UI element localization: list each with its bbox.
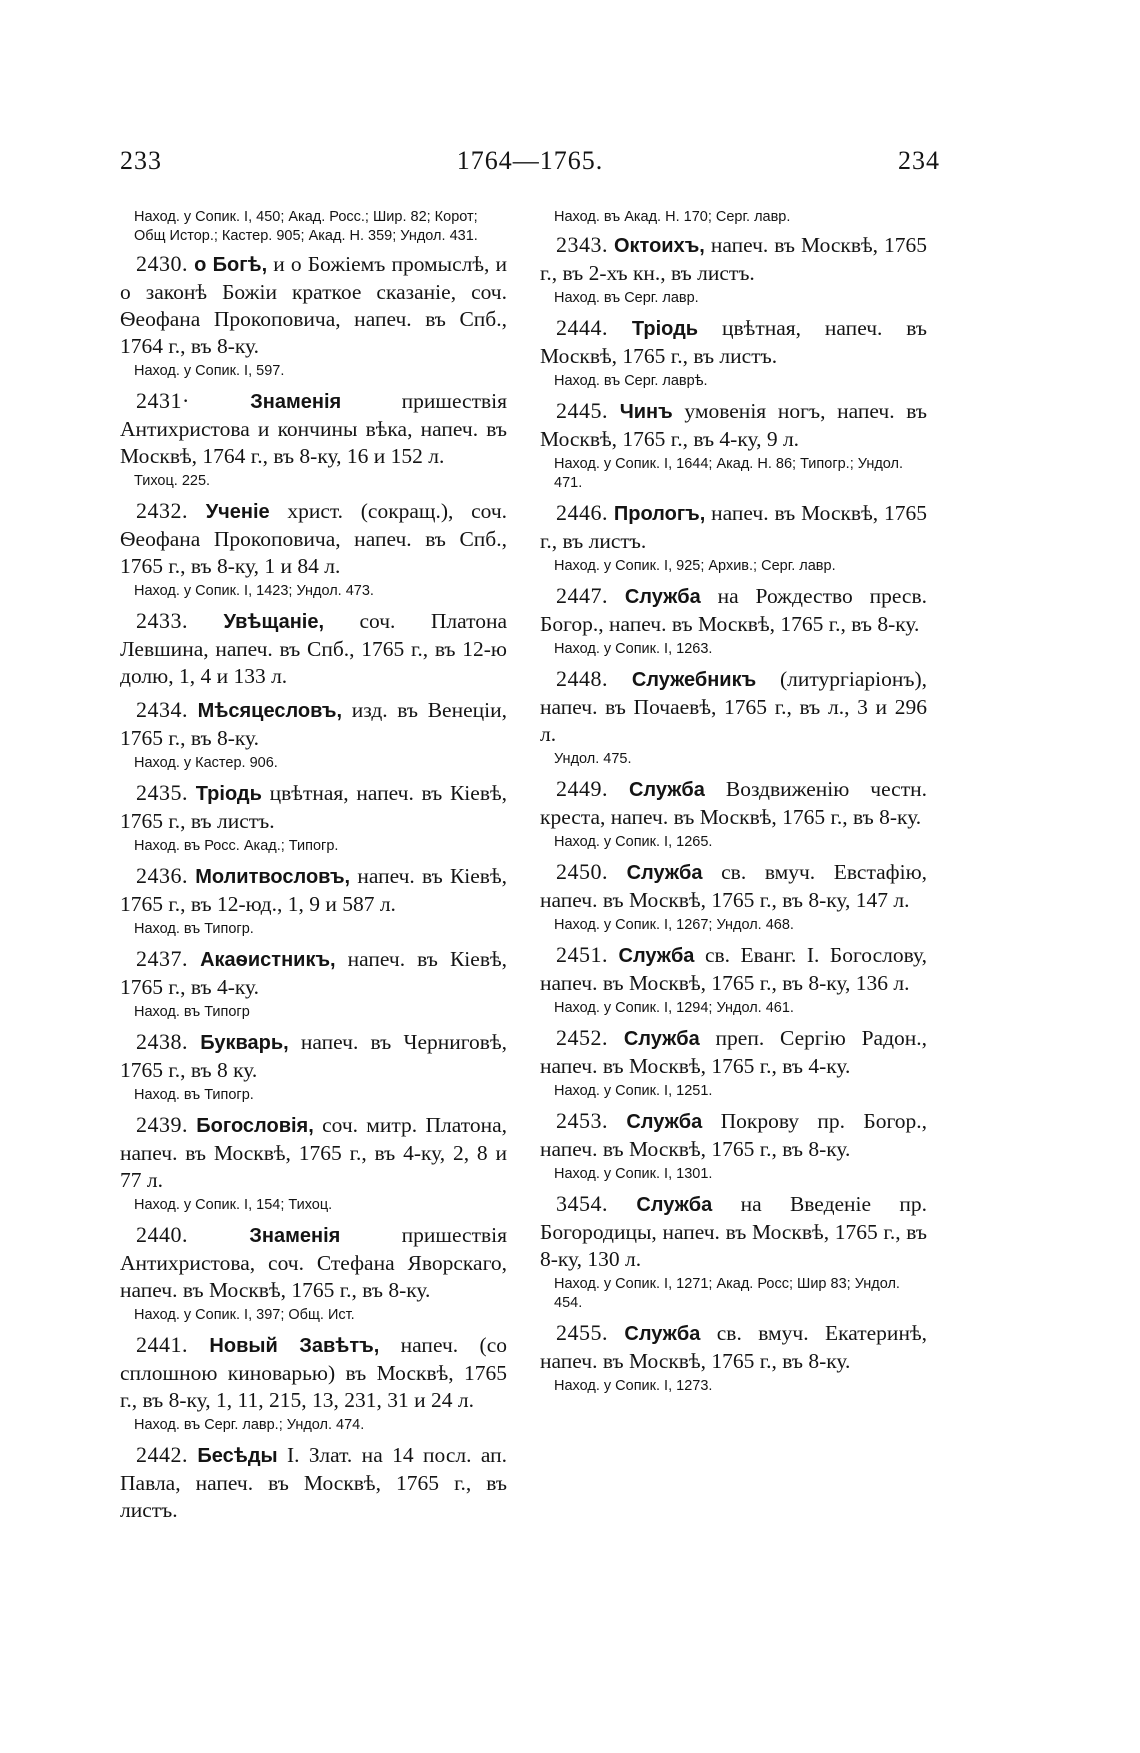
entry-description: Воздвиженію честн. креста, напеч. въ Москвѣ, 1765 г., въ 8-ку. (540, 777, 927, 829)
entry-location-note: Ундол. 475. (554, 751, 632, 767)
entry-title: Прологъ, (613, 503, 706, 525)
entry-title: Служба (618, 945, 695, 967)
entry-number: 2451. (556, 942, 608, 967)
entry-location-note: Наход. въ Серг. лавр.; Ундол. 474. (134, 1417, 365, 1433)
entry-description: преп. Сергію Радон., напеч. въ Москвѣ, 1765 г., въ 4-ку. (540, 1026, 928, 1078)
entry-location-note: Наход. у Сопик. I, 154; Тихоц. (134, 1197, 333, 1213)
entry-description: I. Злат. на 14 посл. ап. Павла, напеч. въ Москвѣ, 1765 г., въ листъ. (120, 1443, 508, 1522)
entry-number: 2446. (556, 500, 608, 525)
catalog-entry (540, 397, 927, 493)
catalog-entry (120, 1111, 507, 1215)
catalog-entry (540, 499, 927, 576)
catalog-entry (120, 696, 507, 773)
entry-description: напеч. въ Кіевѣ, 1765 г., въ 4-ку. (120, 947, 508, 999)
catalog-entry (540, 1107, 927, 1184)
entry-number: 2430. (136, 251, 188, 276)
entry-location-note: Наход. у Сопик. I, 925; Архив.; Серг. лавр. (554, 558, 836, 574)
entry-number: 2343. (556, 232, 608, 257)
entry-location-note: Наход. у Сопик. I, 397; Общ. Ист. (134, 1307, 355, 1323)
catalog-entry (120, 387, 507, 491)
entry-number: 2455. (556, 1320, 608, 1345)
entry-location-note: Наход. въ Типогр. (134, 921, 254, 937)
entry-title: Увѣщаніе, (223, 611, 325, 633)
entry-number: 2442. (136, 1442, 188, 1467)
entry-location-note: Наход. у Сопик. I, 1294; Ундол. 461. (554, 1000, 794, 1016)
catalog-entry (540, 1024, 927, 1101)
entry-location-note: Наход. у Сопик. I, 1265. (554, 834, 713, 850)
catalog-entry (120, 945, 507, 1022)
catalog-entry (120, 1028, 507, 1105)
entry-number: 2438. (136, 1029, 188, 1054)
entry-number: 2453. (556, 1108, 608, 1133)
entry-description: напеч. въ Кіевѣ, 1765 г., въ 12-юд., 1, 9 и 587 л. (120, 864, 507, 916)
catalog-entry (540, 1319, 927, 1396)
left-column (120, 208, 507, 1530)
entry-title: Акаѳистникъ, (200, 949, 336, 971)
entry-description: напеч. въ Черниговѣ, 1765 г., въ 8 ку. (120, 1030, 507, 1082)
catalog-entry (540, 858, 927, 935)
entry-title: Бесѣды (197, 1445, 278, 1467)
entry-location-note: Наход. у Сопик. I, 597. (134, 363, 285, 379)
entry-title: Знаменія (249, 1225, 341, 1247)
running-head-years: 1764—1765. (456, 146, 604, 175)
entry-number: 2444. (556, 315, 608, 340)
left-entry-list (120, 250, 507, 1524)
page-number-right: 234 (898, 146, 940, 175)
entry-description: соч. митр. Платона, напеч. въ Москвѣ, 1765 г., въ 4-ку, 2, 8 и 77 л. (120, 1113, 508, 1192)
entry-location-note: Наход. въ Типогр (134, 1004, 250, 1020)
entry-description: умовенія ногъ, напеч. въ Москвѣ, 1765 г., въ 4-ку, 9 л. (540, 399, 928, 451)
entry-description: Покрову пр. Богор., напеч. въ Москвѣ, 1765 г., въ 8-ку. (540, 1109, 927, 1161)
entry-location-note: Наход. у Сопик. I, 1263. (554, 641, 713, 657)
entry-title: Служба (626, 862, 703, 884)
entry-number: 2450. (556, 859, 608, 884)
entry-number: 3454. (556, 1191, 608, 1216)
entry-number: 2452. (556, 1025, 608, 1050)
entry-title: о Богѣ, (194, 254, 268, 276)
entry-number: 2433. (136, 608, 188, 633)
entry-title: Знаменія (250, 391, 342, 413)
entry-number: 2432. (136, 498, 188, 523)
continued-note: Наход. въ Акад. Н. 170; Серг. лавр. (554, 209, 791, 225)
entry-number: 2441. (136, 1332, 188, 1357)
entry-number: 2449. (556, 776, 608, 801)
catalog-entry (540, 775, 927, 852)
entry-location-note: Наход. у Сопик. I, 1251. (554, 1083, 713, 1099)
entry-description: пришествія Антихристова, соч. Стефана Яворскаго, напеч. въ Москвѣ, 1765 г., въ 8-ку. (120, 1223, 508, 1302)
entry-location-note: Наход. въ Росс. Акад.; Типогр. (134, 838, 339, 854)
entry-description: св. вмуч. Евстафію, напеч. въ Москвѣ, 1765 г., въ 8-ку, 147 л. (540, 860, 927, 912)
entry-title: Служба (624, 1323, 701, 1345)
entry-number: 2445. (556, 398, 608, 423)
entry-description: напеч. въ Москвѣ, 1765 г., въ 2-хъ кн., въ листъ. (540, 233, 928, 285)
entry-description: напеч. въ Москвѣ, 1765 г., въ листъ. (540, 501, 927, 553)
entry-location-note: Наход. у Сопик. I, 1267; Ундол. 468. (554, 917, 794, 933)
entry-title: Служба (626, 1111, 703, 1133)
entry-description: на Рождество пресв. Богор., напеч. въ Москвѣ, 1765 г., въ 8-ку. (540, 584, 928, 636)
entry-number: 2447. (556, 583, 608, 608)
entry-title: Служба (624, 586, 701, 608)
entry-description: (литургіаріонъ), напеч. въ Почаевѣ, 1765 г., въ л., 3 и 296 л. (540, 667, 927, 746)
entry-location-note: Наход. въ Серг. лаврѣ. (554, 373, 708, 389)
entry-number: 2436. (136, 863, 188, 888)
entry-number: 2431· (136, 388, 190, 413)
entry-number: 2440. (136, 1222, 188, 1247)
entry-description: и о Божіемъ промыслѣ, и о законѣ Божіи краткое сказаніе, соч. Ѳеофана Прокоповича, напеч. въ Спб., 1764 г., въ 8-ку. (120, 252, 508, 358)
catalog-entry (120, 1441, 507, 1524)
entry-title: Тріодь (195, 783, 262, 805)
entry-location-note: Наход. у Сопик. I, 1301. (554, 1166, 713, 1182)
entry-title: Новый Завѣтъ, (209, 1335, 380, 1357)
entry-description: на Введеніе пр. Богородицы, напеч. въ Москвѣ, 1765 г., въ 8-ку, 130 л. (540, 1192, 928, 1271)
catalog-entry (540, 941, 927, 1018)
entry-description: изд. въ Венеціи, 1765 г., въ 8-ку. (120, 698, 508, 750)
catalog-entry (120, 862, 507, 939)
catalog-entry (120, 1331, 507, 1435)
entry-number: 2439. (136, 1112, 188, 1137)
entry-title: Ученіе (205, 501, 270, 523)
entry-title: Служба (623, 1028, 700, 1050)
entry-location-note: Тихоц. 225. (134, 473, 211, 489)
entry-description: пришествія Антихристова и кончины вѣка, напеч. въ Москвѣ, 1764 г., въ 8-ку, 16 и 152 л. (120, 389, 507, 468)
entry-location-note: Наход. въ Типогр. (134, 1087, 254, 1103)
entry-description: соч. Платона Левшина, напеч. въ Спб., 1765 г., въ 12-ю долю, 1, 4 и 133 л. (120, 609, 508, 688)
entry-location-note: Наход. у Сопик. I, 1271; Акад. Росс; Шир 83; Ундол. 454. (554, 1276, 900, 1311)
entry-title: Чинъ (619, 401, 673, 423)
catalog-entry (120, 250, 507, 381)
catalog-entry (120, 779, 507, 856)
entry-number: 2434. (136, 697, 188, 722)
catalog-entry (540, 231, 927, 308)
page-header (120, 146, 940, 186)
entry-location-note: Наход. у Сопик. I, 1644; Акад. Н. 86; Типогр.; Ундол. 471. (554, 456, 904, 491)
entry-title: Молитвословъ, (195, 866, 351, 888)
entry-title: Тріодь (631, 318, 699, 340)
entry-description: св. Еванг. I. Богослову, напеч. въ Москвѣ, 1765 г., въ 8-ку, 136 л. (540, 943, 927, 995)
continued-note: Наход. у Сопик. I, 450; Акад. Росс.; Шир. 82; Корот; Общ Истор.; Кастер. 905; Акад. Н. 359; Ундол. 431. (134, 209, 478, 244)
page-number-left: 233 (120, 146, 162, 175)
catalog-entry (540, 314, 927, 391)
catalog-entry (540, 665, 927, 769)
entry-number: 2437. (136, 946, 188, 971)
entry-title: Служба (628, 779, 705, 801)
entry-location-note: Наход. у Сопик. I, 1423; Ундол. 473. (134, 583, 374, 599)
entry-description: цвѣтная, напеч. въ Москвѣ, 1765 г., въ листъ. (540, 316, 928, 368)
right-column (540, 208, 927, 1402)
entry-description: цвѣтная, напеч. въ Кіевѣ, 1765 г., въ листъ. (120, 781, 508, 833)
right-entry-list (540, 231, 927, 1396)
entry-location-note: Наход. въ Серг. лавр. (554, 290, 699, 306)
entry-number: 2448. (556, 666, 608, 691)
catalog-entry (120, 1221, 507, 1325)
entry-location-note: Наход. у Кастер. 906. (134, 755, 278, 771)
entry-title: Букварь, (200, 1032, 289, 1054)
entry-title: Богословія, (196, 1115, 314, 1137)
entry-description: напеч. (со сплошною киноварью) въ Москвѣ, 1765 г., въ 8-ку, 1, 11, 215, 13, 231, 31 и 24 л. (120, 1333, 507, 1412)
catalog-entry (120, 497, 507, 601)
entry-title: Служебникъ (631, 669, 757, 691)
entry-location-note: Наход. у Сопик. I, 1273. (554, 1378, 713, 1394)
catalog-entry (120, 607, 507, 690)
entry-title: Мѣсяцесловъ, (197, 700, 343, 722)
entry-title: Октоихъ, (613, 235, 705, 257)
catalog-entry (540, 1190, 927, 1313)
entry-description: христ. (сокращ.), соч. Ѳеофана Прокоповича, напеч. въ Спб., 1765 г., въ 8-ку, 1 и 84 л. (120, 499, 508, 578)
entry-description: св. вмуч. Екатеринѣ, напеч. въ Москвѣ, 1765 г., въ 8-ку. (540, 1321, 927, 1373)
entry-title: Служба (636, 1194, 713, 1216)
entry-number: 2435. (136, 780, 188, 805)
catalog-entry (540, 582, 927, 659)
